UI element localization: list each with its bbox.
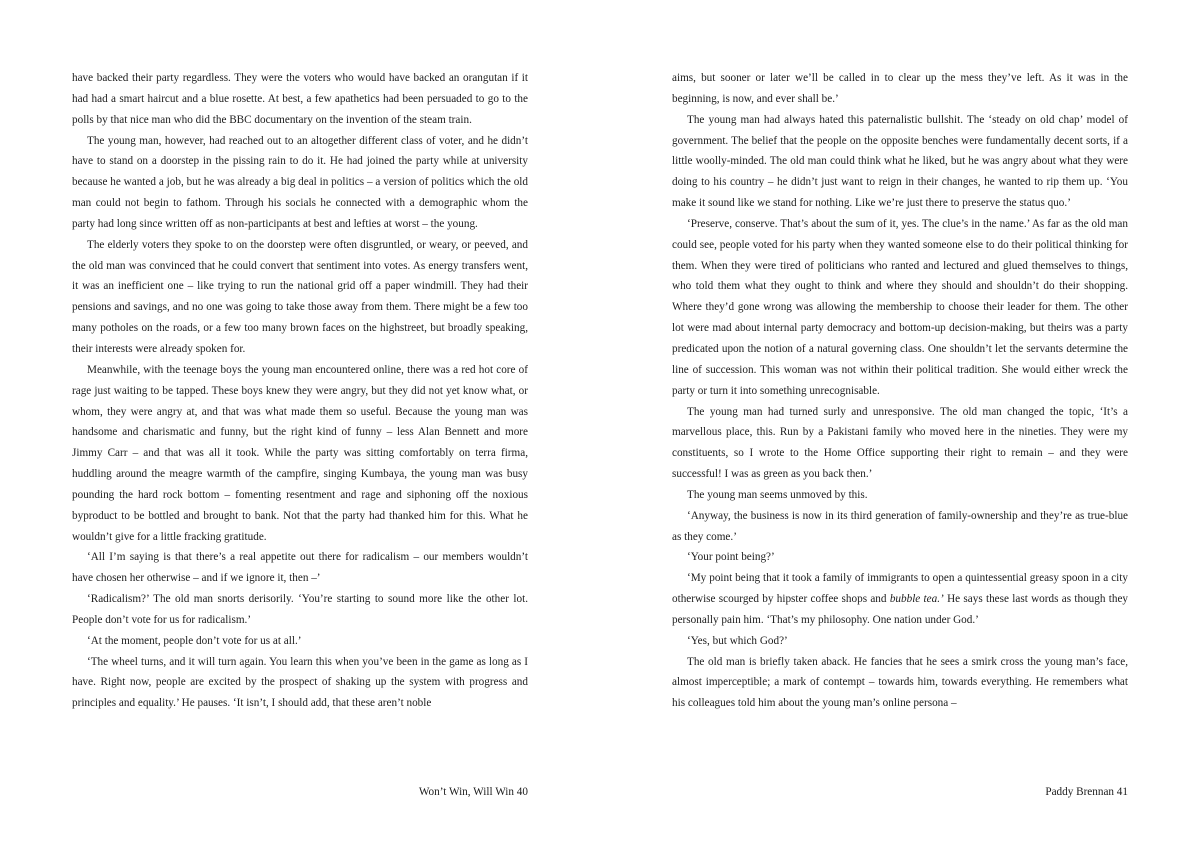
- paragraph: have backed their party regardless. They were the voters who would have backed an orangutan if it had had a smart haircut and a blue rosette. At best, a few apathetics had been persuaded to go to the polls by that nice man who did the BBC documentary on the invention of the steam train.: [72, 72, 528, 126]
- paragraph: ‘Your point being?’: [687, 551, 775, 564]
- right-page-body: [672, 68, 1128, 714]
- paragraph: ‘At the moment, people don’t vote for us at all.’: [87, 634, 302, 647]
- paragraph: aims, but sooner or later we’ll be called in to clear up the mess they’ve left. As it was in the beginning, is now, and ever shall be.’: [672, 72, 1128, 105]
- paragraph: ‘All I’m saying is that there’s a real appetite out there for radicalism – our members wouldn’t have chosen her otherwise – and if we ignore it, then –’: [72, 551, 528, 585]
- paragraph: ‘Radicalism?’ The old man snorts derisorily. ‘You’re starting to sound more like the other lot. People don’t vote for us for radicalism.’: [72, 593, 528, 626]
- left-page-body: [72, 68, 528, 714]
- paragraph-text: He says these last words as though they personally pain him. ‘That’s my philosophy. One nation under God.’: [672, 593, 1129, 626]
- paragraph: [672, 568, 1128, 631]
- right-page-footer: Paddy Brennan 41: [1045, 786, 1128, 798]
- paragraph: Meanwhile, with the teenage boys the young man encountered online, there was a red hot core of rage just waiting to be tapped. These boys knew they were angry, but they did not yet know what, or whom, they were angry at, and that was what made them so useful. Because the young man was handsome and charismatic and funny, but the right kind of funny – less Alan Bennett and more Jimmy Carr – and that was all it took. While the party was sitting comfortably on terra firma, huddling around the meagre warmth of the campfire, singing Kumbaya, the young man was busy pounding the hard rock bottom – fomenting resentment and rage and siphoning off the noxious byproduct to be bottled and brought to bank. Not that the party had thanked him for this. What he wouldn’t give for a little fracking gratitude.: [72, 363, 528, 543]
- paragraph: ‘Preserve, conserve. That’s about the sum of it, yes. The clue’s in the name.’ As far as the old man could see, people voted for his party when they wanted someone else to do their political thinking for them. When they were tired of politicians who ranted and lectured and glued themselves to things, who told them what they ought to think and where they should and shouldn’t do their shopping. Where they’d gone wrong was allowing the membership to choose their leader for them. The other lot were mad about internal party democracy and bottom-up decision-making, but theirs was a party predicated upon the notion of a natural governing class. One shouldn’t let the servants determine the line of succession. This woman was not within their political tradition. She would either wreck the party or turn it into something unrecognisable.: [672, 217, 1128, 397]
- left-page-footer: Won’t Win, Will Win 40: [418, 786, 528, 798]
- paragraph: The young man, however, had reached out to an altogether different class of voter, and he didn’t have to stand on a doorstep in the pissing rain to do it. He had joined the party while at university because he wanted a job, but he was already a big deal in politics – a version of politics which the old man could not begin to fathom. Through his socials he connected with a demographic whom the party had long since written off as non-participants at best and lefties at worst – the young.: [72, 134, 528, 230]
- paragraph: ‘Anyway, the business is now in its third generation of family-ownership and they’re as true-blue as they come.’: [672, 509, 1128, 543]
- paragraph: ‘Yes, but which God?’: [687, 634, 788, 647]
- paragraph: The young man had always hated this paternalistic bullshit. The ‘steady on old chap’ model of government. The belief that the people on the opposite benches were fundamentally decent sorts, if a little woolly-minded. The old man could think what he liked, but he was angry about what they were doing to his country – he didn’t just want to reign in their changes, he wanted to rip them up. ‘You make it sound like we stand for nothing. Like we’re just there to preserve the status quo.’: [672, 113, 1128, 210]
- paragraph: The young man had turned surly and unresponsive. The old man changed the topic, ‘It’s a marvellous place, this. Run by a Pakistani family who moved here in the nineties. They were my constituents, so I wrote to the Home Office supporting their right to remain – and they were successful! I was as green as you back then.’: [672, 405, 1128, 481]
- paragraph: The young man seems unmoved by this.: [687, 488, 868, 501]
- right-page: [672, 68, 1128, 768]
- paragraph-text: ‘My point being that it took a family of immigrants to open a quintessential greasy spoon in a city otherwise scourged by hipster coffee shops and: [672, 572, 1128, 606]
- paragraph: The elderly voters they spoke to on the doorstep were often disgruntled, or weary, or peeved, and the old man was convinced that he could convert that sentiment into votes. As energy transfers went, it was an inefficient one – like trying to run the national grid off a paper windmill. They had their pensions and savings, and no one was going to take those away from them. There might be a few too many potholes on the roads, or a few too many brown faces on the highstreet, but broadly speaking, their interests were already spoken for.: [72, 238, 528, 355]
- paragraph: ‘The wheel turns, and it will turn again. You learn this when you’ve been in the game as long as I have. Right now, people are excited by the prospect of shaking up the system with progress and principles and equality.’ He pauses. ‘It isn’t, I should add, that these aren’t noble: [72, 655, 528, 710]
- left-page: [72, 68, 528, 768]
- paragraph: The old man is briefly taken aback. He fancies that he sees a smirk cross the young man’s face, almost imperceptible; a mark of contempt – towards him, towards everything. He remembers what his colleagues told him about the young man’s online persona –: [672, 655, 1128, 710]
- italic-phrase: bubble tea.’: [889, 593, 944, 606]
